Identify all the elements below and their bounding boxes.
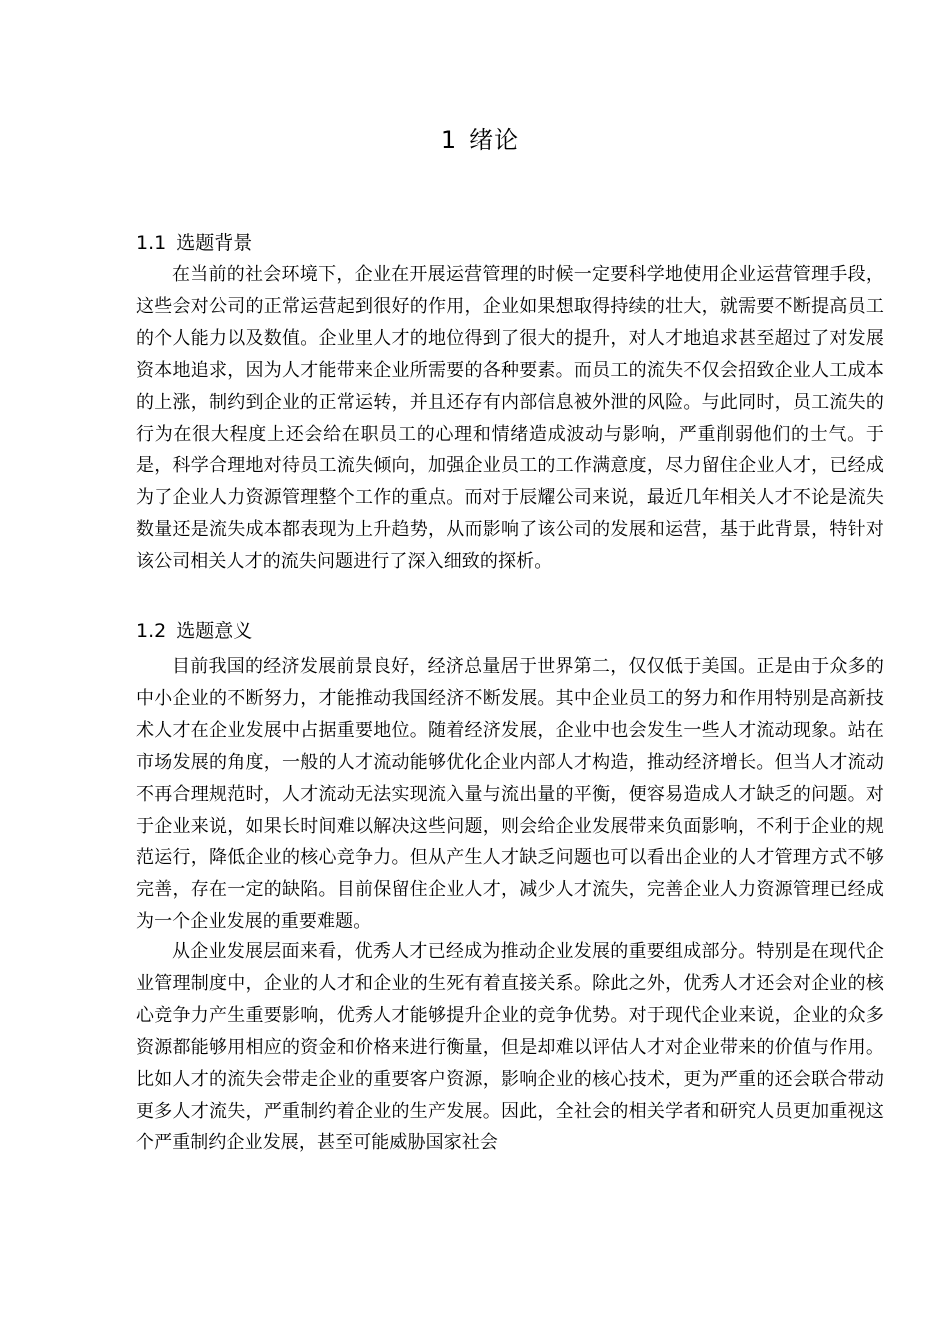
chapter-number: 1 [440,126,458,154]
section-title: 选题意义 [176,620,253,642]
chapter-title-text: 绪论 [469,126,520,154]
section-number: 1.2 [136,620,167,642]
paragraph-background: 在当前的社会环境下，企业在开展运营管理的时候一定要科学地使用企业运营管理手段，这些会对公司的正常运营起到很好的作用，企业如果想取得持续的壮大，就需要不断提高员工的个人能力以及数值。企业里人才的地位得到了很大的提升，对人才地追求甚至超过了对发展资本地追求，因为人才能带来企业所需要的各种要素。而员工的流失不仅会招致企业人工成本的上涨，制约到企业的正常运转，并且还存有内部信息被外泄的风险。与此同时，员工流失的行为在很大程度上还会给在职员工的心理和情绪造成波动与影响，严重削弱他们的士气。于是，科学合理地对待员工流失倾向，加强企业员工的工作满意度，尽力留住企业人才，已经成为了企业人力资源管理整个工作的重点。而对于辰耀公司来说，最近几年相关人才不论是流失数量还是流失成本都表现为上升趋势，从而影响了该公司的发展和运营，基于此背景，特针对该公司相关人才的流失问题进行了深入细致的探析。 [136,264,884,573]
section-heading-significance [136,617,836,645]
chapter-title [0,123,950,157]
section-title: 选题背景 [176,232,253,254]
section-number: 1.1 [136,232,167,254]
paragraph-significance-2: 从企业发展层面来看，优秀人才已经成为推动企业发展的重要组成部分。特别是在现代企业管理制度中，企业的人才和企业的生死有着直接关系。除此之外，优秀人才还会对企业的核心竞争力产生重要影响，优秀人才能够提升企业的竞争优势。对于现代企业来说，企业的众多资源都能够用相应的资金和价格来进行衡量，但是却难以评估人才对企业带来的价值与作用。比如人才的流失会带走企业的重要客户资源，影响企业的核心技术，更为严重的还会联合带动更多人才流失，严重制约着企业的生产发展。因此，全社会的相关学者和研究人员更加重视这个严重制约企业发展，甚至可能威胁国家社会 [136,941,884,1154]
section-heading-background [136,229,836,257]
paragraph-significance-1: 目前我国的经济发展前景良好，经济总量居于世界第二，仅仅低于美国。正是由于众多的中小企业的不断努力，才能推动我国经济不断发展。其中企业员工的努力和作用特别是高新技术人才在企业发展中占据重要地位。随着经济发展，企业中也会发生一些人才流动现象。站在市场发展的角度，一般的人才流动能够优化企业内部人才构造，推动经济增长。但当人才流动不再合理规范时，人才流动无法实现流入量与流出量的平衡，便容易造成人才缺乏的问题。对于企业来说，如果长时间难以解决这些问题，则会给企业发展带来负面影响，不利于企业的规范运行，降低企业的核心竞争力。但从产生人才缺乏问题也可以看出企业的人才管理方式不够完善，存在一定的缺陷。目前保留住企业人才，减少人才流失，完善企业人力资源管理已经成为一个企业发展的重要难题。 [136,656,884,933]
